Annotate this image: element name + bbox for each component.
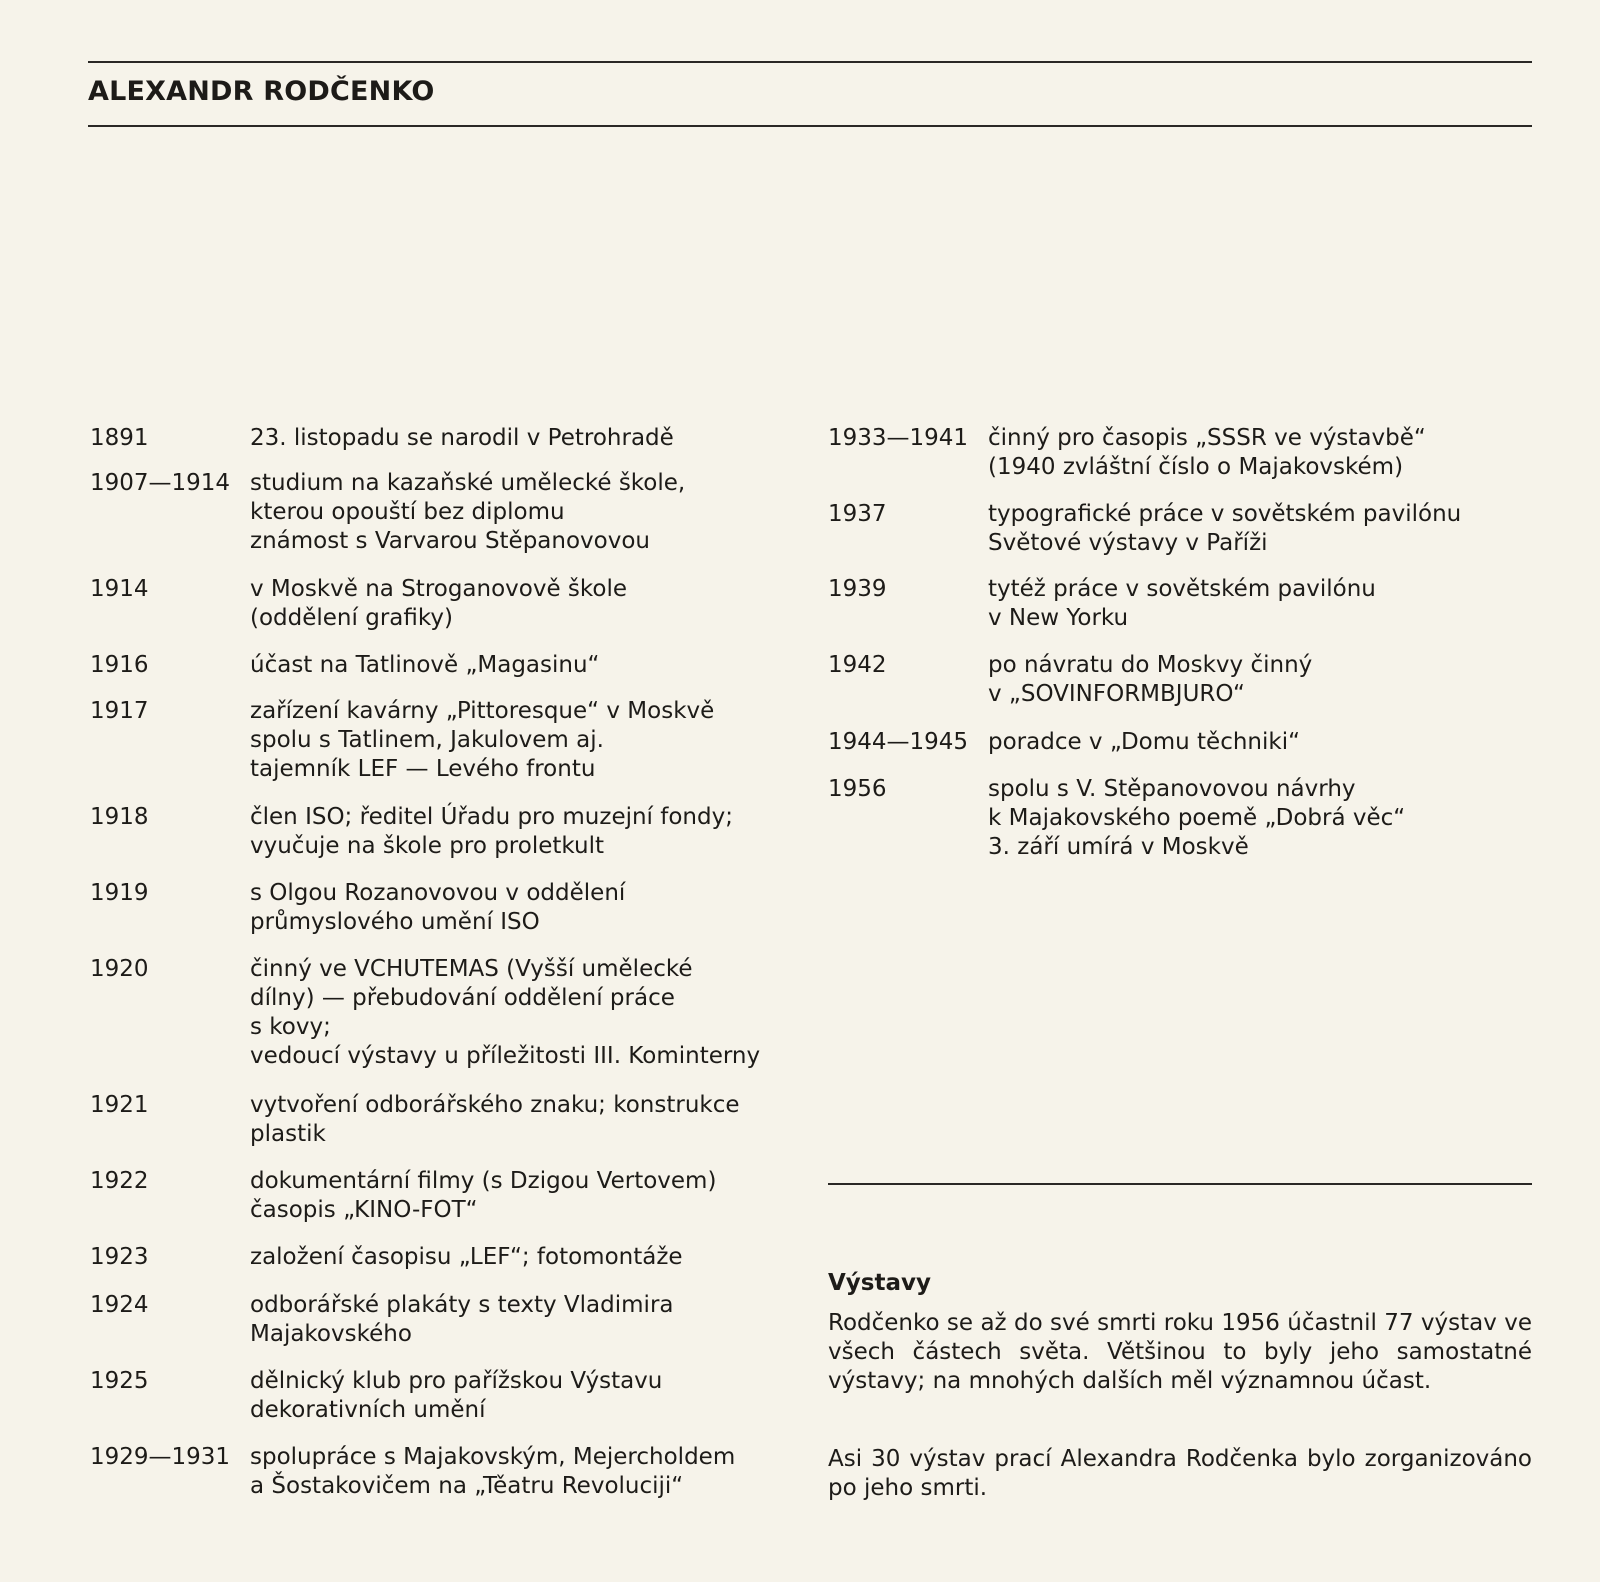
entry-year: 1917 <box>90 698 149 724</box>
entry-year: 1956 <box>828 776 887 802</box>
entry-text: účast na Tatlinově „Magasinu“ <box>250 652 600 678</box>
entry-text: spolupráce s Majakovským, Mejercholdem a Šostakovičem na „Těatru Revoluciji“ <box>250 1444 736 1499</box>
entry-year: 1922 <box>90 1168 149 1194</box>
top-rule <box>88 61 1532 63</box>
entry-year: 1914 <box>90 576 149 602</box>
entry-text: dělnický klub pro pařížskou Výstavu dekorativních umění <box>250 1368 663 1423</box>
title-underline <box>88 125 1532 127</box>
entry-year: 1942 <box>828 652 887 678</box>
entry-text: studium na kazaňské umělecké škole, kterou opouští bez diplomu známost s Varvarou Stěpanovovou <box>250 470 686 554</box>
entry-text: zařízení kavárny „Pittoresque“ v Moskvě spolu s Tatlinem, Jakulovem aj. tajemník LEF — Levého frontu <box>250 698 715 782</box>
entry-year: 1907—1914 <box>90 470 231 496</box>
entry-text: dokumentární filmy (s Dzigou Vertovem) časopis „KINO-FOT“ <box>250 1168 717 1223</box>
entry-year: 1937 <box>828 501 887 527</box>
entry-text: po návratu do Moskvy činný v „SOVINFORMBJURO“ <box>988 652 1313 707</box>
entry-year: 1939 <box>828 576 887 602</box>
entry-year: 1933—1941 <box>828 425 969 451</box>
entry-text: v Moskvě na Stroganovově škole (oddělení grafiky) <box>250 576 628 631</box>
entry-year: 1921 <box>90 1092 149 1118</box>
entry-text: tytéž práce v sovětském pavilónu v New Yorku <box>988 576 1376 631</box>
entry-text: člen ISO; ředitel Úřadu pro muzejní fondy; vyučuje na škole pro proletkult <box>250 804 733 859</box>
entry-text: spolu s V. Stěpanovovou návrhy k Majakovského poemě „Dobrá věc“ 3. září umírá v Moskvě <box>988 776 1406 860</box>
entry-text: typografické práce v sovětském pavilónu Světové výstavy v Paříži <box>988 501 1462 556</box>
entry-year: 1919 <box>90 880 149 906</box>
exhibitions-paragraph: Rodčenko se až do své smrti roku 1956 účastnil 77 výstav ve všech částech světa. Většinou to byly jeho samostatné výstavy; na mnohých dalších měl významnou účast. <box>828 1310 1532 1394</box>
entry-text: s Olgou Rozanovovou v oddělení průmyslového umění ISO <box>250 880 626 935</box>
entry-year: 1923 <box>90 1244 149 1270</box>
entry-text: 23. listopadu se narodil v Petrohradě <box>250 425 674 451</box>
entry-year: 1918 <box>90 804 149 830</box>
entry-year: 1929—1931 <box>90 1444 231 1470</box>
exhibitions-heading: Výstavy <box>828 1270 931 1296</box>
entry-text: odborářské plakáty s texty Vladimira Majakovského <box>250 1292 674 1347</box>
entry-year: 1924 <box>90 1292 149 1318</box>
entry-text: činný ve VCHUTEMAS (Vyšší umělecké dílny) — přebudování oddělení práce s kovy; vedoucí výstavy u příležitosti III. Kominterny <box>250 956 761 1069</box>
entry-text: vytvoření odborářského znaku; konstrukce plastik <box>250 1092 740 1147</box>
entry-year: 1916 <box>90 652 149 678</box>
entry-text: poradce v „Domu těchniki“ <box>988 729 1301 755</box>
exhibitions-paragraph: Asi 30 výstav prací Alexandra Rodčenka bylo zorganizováno po jeho smrti. <box>828 1446 1532 1501</box>
entry-year: 1944—1945 <box>828 729 969 755</box>
entry-text: založení časopisu „LEF“; fotomontáže <box>250 1244 683 1270</box>
entry-year: 1891 <box>90 425 149 451</box>
entry-text: činný pro časopis „SSSR ve výstavbě“ (1940 zvláštní číslo o Majakovském) <box>988 425 1426 480</box>
section-divider <box>828 1183 1532 1185</box>
entry-year: 1925 <box>90 1368 149 1394</box>
page-title: ALEXANDR RODČENKO <box>88 76 435 107</box>
entry-year: 1920 <box>90 956 149 982</box>
